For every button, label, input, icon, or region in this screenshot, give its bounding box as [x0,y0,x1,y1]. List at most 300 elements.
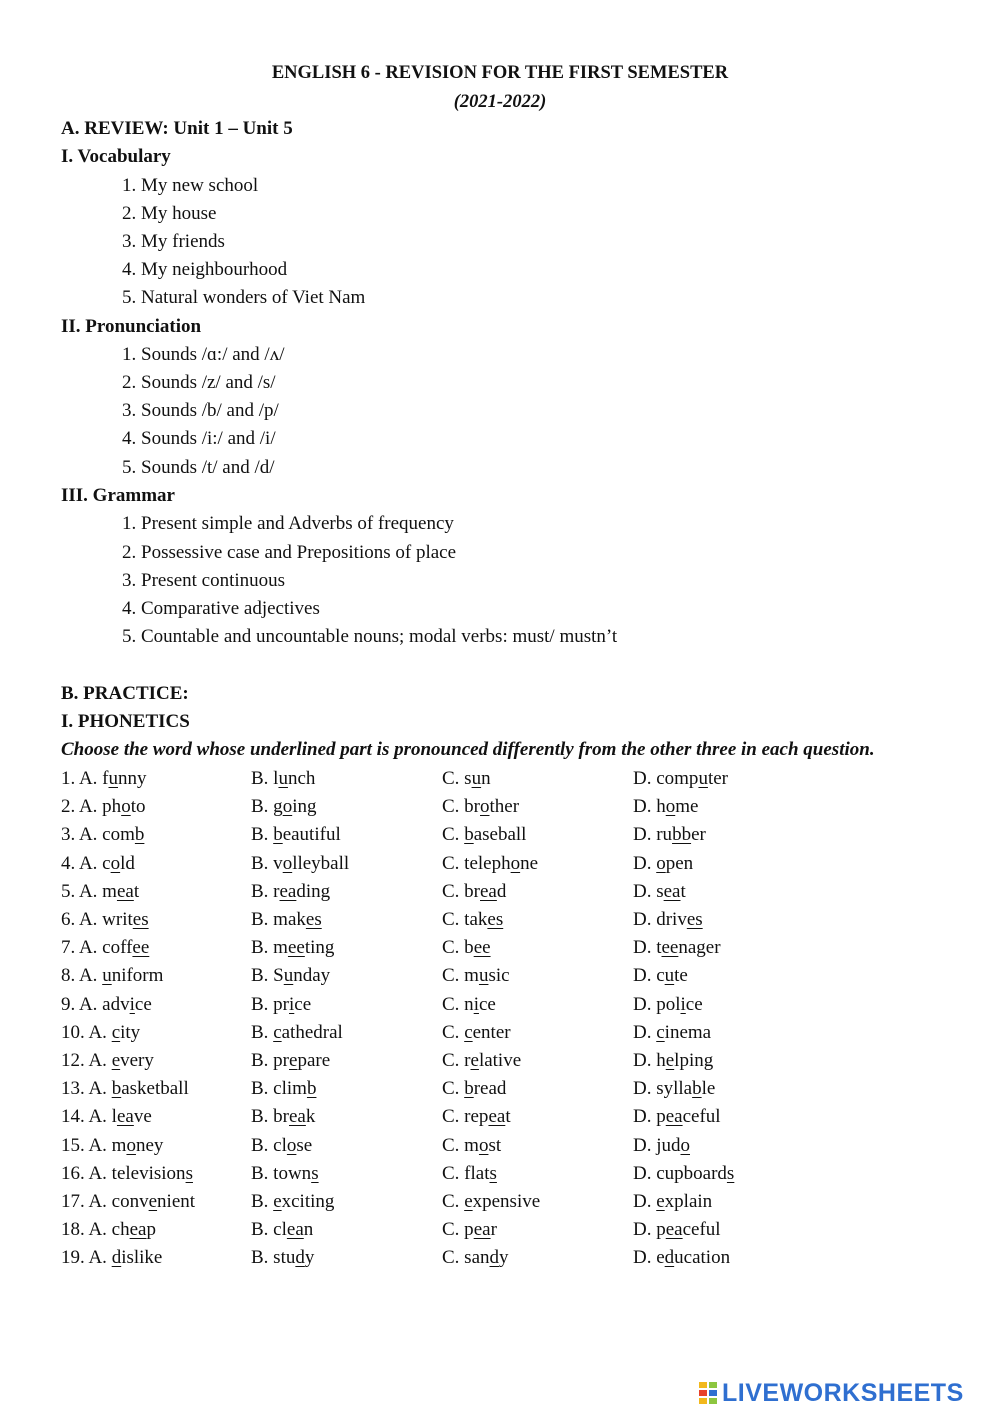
underlined-part: s [489,1162,497,1184]
vocabulary-item: 1. My new school [122,175,259,196]
option-text: 18. A. ch [61,1219,130,1241]
option-text: C. [442,1021,465,1043]
option-text: to [130,796,146,818]
answer-option[interactable] [633,1049,713,1073]
option-text: C. rep [442,1106,489,1128]
question-row [61,1134,961,1162]
option-text: D. [633,1021,657,1043]
answer-option[interactable] [633,823,706,847]
underlined-part: ea [289,1106,306,1128]
option-text: xpensive [472,1191,541,1212]
answer-option[interactable] [61,852,135,876]
option-text: niform [111,965,164,987]
option-text: inema [664,1021,712,1043]
answer-option[interactable] [633,1218,721,1242]
grammar-item: 3. Present continuous [122,570,286,591]
answer-option[interactable] [442,993,496,1017]
option-text: d [496,880,507,902]
underlined-part: ea [488,1106,506,1128]
question-row [61,1218,961,1246]
question-row [61,1049,961,1077]
answer-option[interactable] [442,1190,540,1214]
underlined-part: e [665,1050,675,1071]
option-text: t [133,880,140,902]
underlined-part: s [185,1162,193,1184]
option-text: D. [633,1191,657,1212]
option-text: p [146,1219,156,1241]
underlined-part: u [278,768,288,789]
underlined-part: d [664,1247,675,1269]
option-text: ther [489,796,520,818]
underlined-part: o [121,796,131,818]
option-text: xplain [664,1191,713,1212]
logo-square [698,1381,708,1389]
answer-option[interactable] [251,1105,315,1129]
answer-option[interactable] [633,993,703,1017]
option-text: D. sylla [633,1078,693,1100]
answer-option[interactable] [251,823,341,847]
underlined-part: ea [473,1219,491,1241]
answer-option[interactable] [61,1105,152,1129]
answer-option[interactable] [633,1162,734,1186]
liveworksheets-logo [698,1380,964,1406]
option-text: nient [157,1191,196,1212]
answer-option[interactable] [442,1162,497,1186]
option-text: er [691,824,706,846]
answer-option[interactable] [61,880,139,904]
answer-option[interactable] [633,964,688,988]
answer-option[interactable] [442,823,526,847]
answer-option[interactable] [61,767,147,791]
option-text: D. p [633,1106,666,1128]
answer-option[interactable] [251,993,311,1017]
option-text: D. h [633,1050,666,1071]
answer-option[interactable] [251,1246,314,1270]
option-text: ce [134,993,152,1015]
underlined-part: ee [661,937,679,959]
underlined-part: o [478,1134,489,1156]
underlined-part: i [473,993,479,1015]
answer-option[interactable] [251,795,316,819]
underlined-part: u [664,965,675,987]
option-text: t [505,1106,511,1128]
grammar-item: 5. Countable and uncountable nouns; modal verbs: must/ mustn’t [122,626,618,647]
option-text: B. [251,1191,274,1212]
answer-option[interactable] [251,1134,312,1158]
question-row [61,908,961,936]
underlined-part: o [656,852,666,874]
underlined-part: u [471,768,482,789]
grammar-item: 4. Comparative adjectives [122,598,320,619]
option-text: B. m [251,937,288,959]
option-text: lping [674,1050,714,1071]
option-text: ing [292,796,317,818]
option-text: B. stu [251,1247,296,1269]
option-text: C. m [442,965,479,987]
option-text: 7. A. coff [61,937,133,959]
answer-option[interactable] [442,1077,506,1101]
answer-option[interactable] [251,1077,316,1101]
answer-option[interactable] [633,852,693,876]
underlined-part: b [273,824,283,846]
option-text: 12. A. [61,1050,112,1071]
underlined-part: d [111,1247,122,1269]
answer-option[interactable] [61,823,144,847]
underlined-part: e [289,1050,298,1071]
answer-option[interactable] [442,908,503,932]
answer-option[interactable] [442,1021,511,1045]
option-text: B. br [251,1106,289,1128]
option-text: y [304,1247,315,1269]
answer-option[interactable] [61,908,149,932]
option-text: eautiful [282,824,341,846]
option-text: 1. A. f [61,768,109,789]
answer-option[interactable] [61,964,163,988]
option-text: B. pr [251,1050,289,1071]
option-text: nager [678,937,721,959]
underlined-part: d [489,1247,499,1269]
answer-option[interactable] [633,880,686,904]
option-text: ne [520,852,539,874]
underlined-part: c [111,1021,121,1043]
answer-option[interactable] [61,1190,195,1214]
exercise-instruction: Choose the word whose underlined part is pronounced differently from the other three in each question. [61,739,875,760]
option-text: 5. A. m [61,880,117,902]
answer-option[interactable] [61,1134,163,1158]
underlined-part: es [305,909,322,930]
answer-option[interactable] [633,1246,730,1270]
option-text: n [303,1219,314,1241]
section-review-heading: A. REVIEW: Unit 1 – Unit 5 [61,118,293,139]
underlined-part: e [148,1191,158,1212]
underlined-part: s [726,1162,735,1184]
option-text: C. r [442,1050,471,1071]
answer-option[interactable] [61,1077,189,1101]
underlined-part: c [464,1021,473,1043]
underlined-part: u [102,965,112,987]
option-text: ce [685,993,703,1015]
vocabulary-item: 2. My house [122,203,217,224]
option-text: sic [488,965,510,987]
option-text: te [674,965,688,987]
answer-option[interactable] [442,767,491,791]
underlined-part: o [286,1134,297,1156]
answer-option[interactable] [633,767,728,791]
question-row [61,1021,961,1049]
option-text: C. m [442,1134,479,1156]
option-text: me [675,796,699,818]
option-text: t [680,880,686,902]
option-text: 15. A. m [61,1134,127,1156]
option-text: C. br [442,796,480,818]
underlined-part: b [692,1078,702,1100]
answer-option[interactable] [442,964,510,988]
option-text: athedral [281,1021,343,1043]
option-text: D. jud [633,1134,681,1156]
option-text: very [120,1050,154,1071]
option-text: ce [478,993,496,1015]
option-text: B. cl [251,1134,287,1156]
liveworksheets-logo-icon [698,1381,718,1405]
option-text: ter [707,768,728,789]
grammar-heading: III. Grammar [61,485,175,506]
answer-option[interactable] [61,1162,193,1186]
answer-option[interactable] [442,1049,521,1073]
answer-option[interactable] [442,1218,497,1242]
option-text: C. n [442,993,474,1015]
logo-square [698,1397,708,1405]
underlined-part: o [665,796,676,818]
underlined-part: d [295,1247,305,1269]
answer-option[interactable] [61,993,152,1017]
underlined-part: es [132,909,149,930]
answer-option[interactable] [633,795,698,819]
option-text: r [490,1219,497,1241]
option-text: nday [293,965,331,987]
underlined-part: c [656,1021,665,1043]
underlined-part: b [464,824,474,846]
question-row [61,993,961,1021]
option-text: lative [478,1050,522,1071]
option-text: D. driv [633,909,687,930]
option-text: n [481,768,491,789]
underlined-part: es [686,909,703,930]
option-text: ceful [682,1219,721,1241]
phonetics-heading: I. PHONETICS [61,711,190,732]
option-text: C. flat [442,1162,490,1184]
option-text: pare [297,1050,331,1071]
underlined-part: o [110,852,121,874]
pronunciation-item: 3. Sounds /b/ and /p/ [122,400,279,421]
question-row [61,823,961,851]
answer-option[interactable] [251,936,334,960]
pronunciation-item: 4. Sounds /i:/ and /i/ [122,428,276,449]
underlined-part: e [464,1191,473,1212]
answer-option[interactable] [633,1021,711,1045]
option-text: ucation [674,1247,731,1269]
question-row [61,936,961,964]
answer-option[interactable] [633,1105,721,1129]
answer-option[interactable] [442,936,491,960]
option-text: D. e [633,1247,665,1269]
vocabulary-item: 3. My friends [122,231,225,252]
answer-option[interactable] [442,880,506,904]
option-text: B. [251,1021,274,1043]
answer-option[interactable] [633,1190,712,1214]
page-title: ENGLISH 6 - REVISION FOR THE FIRST SEMESTER [271,63,729,83]
answer-option[interactable] [61,1246,162,1270]
logo-square [708,1381,718,1389]
answer-option[interactable] [633,908,703,932]
answer-option[interactable] [251,767,315,791]
answer-option[interactable] [61,936,149,960]
option-text: ding [296,880,331,902]
underlined-part: ee [287,937,305,959]
option-text: D. [633,852,657,874]
pronunciation-item: 1. Sounds /ɑ:/ and /ʌ/ [122,344,285,365]
logo-square [708,1397,718,1405]
answer-option[interactable] [61,1218,156,1242]
option-text: D. h [633,796,666,818]
option-text: B. [251,824,274,846]
option-text: C. br [442,880,480,902]
option-text: read [473,1078,507,1100]
underlined-part: u [108,768,118,789]
option-text: D. p [633,1219,666,1241]
option-text: aseball [473,824,527,846]
answer-option[interactable] [633,1077,715,1101]
option-text: C. san [442,1247,490,1269]
question-row [61,795,961,823]
option-text: 13. A. [61,1078,112,1100]
option-text: enter [472,1021,511,1043]
underlined-part: e [111,1050,121,1071]
option-text: ld [120,852,135,874]
underlined-part: ea [286,1219,304,1241]
underlined-part: ea [116,880,134,902]
underlined-part: ea [663,880,681,902]
underlined-part: ea [129,1219,147,1241]
underlined-part: o [282,852,293,874]
question-row [61,1077,961,1105]
option-text: 4. A. c [61,852,111,874]
option-text: B. l [251,768,279,789]
option-text: 2. A. ph [61,796,122,818]
option-text: B. S [251,965,284,987]
option-text: 16. A. television [61,1162,186,1184]
option-text: C. [442,1191,465,1212]
option-text: C. [442,824,465,846]
underlined-part: o [282,796,293,818]
answer-option[interactable] [442,795,519,819]
answer-option[interactable] [633,936,721,960]
underlined-part: b [306,1078,317,1100]
answer-option[interactable] [251,1190,334,1214]
option-text: C. tak [442,909,488,930]
grammar-item: 1. Present simple and Adverbs of frequency [122,513,454,534]
option-text: ceful [682,1106,721,1128]
logo-square [698,1389,708,1397]
option-text: ve [133,1106,152,1128]
underlined-part: s [311,1162,319,1184]
answer-option[interactable] [251,908,322,932]
option-text: D. cupboard [633,1162,727,1184]
answer-option[interactable] [251,1218,313,1242]
answer-option[interactable] [251,964,330,988]
option-text: C. s [442,768,472,789]
question-row [61,852,961,880]
underlined-part: o [480,796,490,818]
underlined-part: i [680,993,686,1015]
underlined-part: ee [473,937,491,959]
answer-option[interactable] [251,1049,330,1073]
underlined-part: b [111,1078,122,1100]
option-text: C. p [442,1219,474,1241]
option-text: C. b [442,937,474,959]
option-text: ity [120,1021,141,1043]
vocabulary-heading: I. Vocabulary [61,146,171,167]
vocabulary-item: 4. My neighbourhood [122,259,288,280]
answer-option[interactable] [633,1134,690,1158]
option-text: asketball [121,1078,189,1100]
question-row [61,964,961,992]
underlined-part: e [656,1191,665,1212]
underlined-part: ee [132,937,150,959]
underlined-part: ea [665,1106,683,1128]
underlined-part: o [510,852,521,874]
underlined-part: i [129,993,135,1015]
option-text: ting [304,937,335,959]
option-text: C. [442,1078,465,1100]
option-text: pen [665,852,694,874]
option-text: B. v [251,852,283,874]
logo-square [708,1389,718,1397]
option-text: D. ru [633,824,673,846]
option-text: 14. A. l [61,1106,117,1128]
question-row [61,880,961,908]
option-text: xciting [281,1191,335,1212]
option-text: islike [121,1247,163,1269]
underlined-part: o [126,1134,136,1156]
question-row [61,1162,961,1190]
answer-option[interactable] [61,1049,154,1073]
pronunciation-item: 5. Sounds /t/ and /d/ [122,457,275,478]
underlined-part: i [289,993,295,1015]
option-text: B. cl [251,1219,287,1241]
underlined-part: u [478,965,489,987]
underlined-part: ea [480,880,497,902]
answer-option[interactable] [61,795,145,819]
answer-option[interactable] [251,1162,319,1186]
answer-option[interactable] [442,852,538,876]
answer-option[interactable] [251,1021,343,1045]
option-text: B. town [251,1162,312,1184]
underlined-part: bb [672,824,692,846]
underlined-part: e [273,1191,282,1212]
option-text: lleyball [292,852,350,874]
option-text: 6. A. writ [61,909,133,930]
option-text: 9. A. adv [61,993,130,1015]
option-text: B. r [251,880,280,902]
underlined-part: b [464,1078,474,1100]
option-text: st [488,1134,502,1156]
question-row [61,767,961,795]
school-year: (2021-2022) [453,92,547,112]
underlined-part: ea [279,880,297,902]
option-text: 19. A. [61,1247,112,1269]
option-text: nny [118,768,147,789]
option-text: D. pol [633,993,681,1015]
answer-option[interactable] [61,1021,140,1045]
answer-option[interactable] [442,1246,509,1270]
answer-option[interactable] [251,880,330,904]
option-text: 17. A. conv [61,1191,149,1212]
option-text: ce [294,993,312,1015]
option-text: D. s [633,880,664,902]
option-text: D. t [633,937,662,959]
option-text: se [296,1134,313,1156]
answer-option[interactable] [251,852,349,876]
answer-option[interactable] [442,1105,511,1129]
underlined-part: b [134,824,145,846]
option-text: ney [135,1134,164,1156]
option-text: y [499,1247,509,1269]
underlined-part: u [698,768,708,789]
answer-option[interactable] [442,1134,501,1158]
grammar-item: 2. Possessive case and Prepositions of place [122,542,457,563]
underlined-part: e [470,1050,479,1071]
option-text: D. comp [633,768,699,789]
